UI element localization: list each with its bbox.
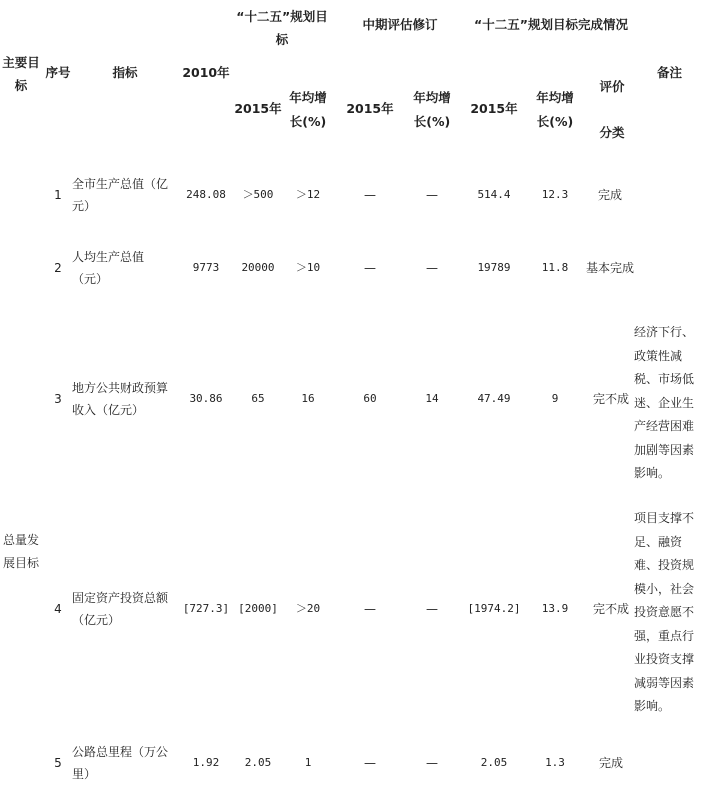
- row-5-plan-2015: 2.05: [244, 756, 272, 769]
- row-1-mid-2015: —: [364, 188, 376, 202]
- header-mid-growth: 年均增长(%): [413, 90, 451, 129]
- row-1-indicator: 全市生产总值（亿元）: [72, 177, 169, 213]
- row-2-mid-2015: —: [364, 261, 376, 275]
- row-2-indicator: 人均生产总值（元）: [72, 250, 145, 286]
- row-2-plan-growth: ＞10: [295, 261, 321, 274]
- row-1-seq: 1: [54, 188, 62, 202]
- row-4-indicator: 固定资产投资总额（亿元）: [72, 591, 169, 627]
- header-midterm-group: 中期评估修订: [362, 17, 438, 32]
- header-seq: 序号: [45, 65, 71, 80]
- row-2-eval: 基本完成: [585, 261, 634, 275]
- header-main-goal: 主要目标: [2, 55, 40, 93]
- header-2010: 2010年: [182, 65, 230, 80]
- group-label: 总量发展目标: [2, 533, 39, 570]
- row-2-2010: 9773: [192, 261, 220, 274]
- row-3-mid-growth: 14: [425, 392, 439, 405]
- row-4-mid-growth: —: [426, 602, 438, 616]
- row-1-act-2015: 514.4: [477, 188, 511, 201]
- row-3-2010: 30.86: [189, 392, 223, 405]
- row-4-act-2015: [1974.2]: [467, 602, 521, 615]
- row-3-remark: 经济下行、政策性减税、市场低迷、企业生产经营困难加剧等因素影响。: [634, 325, 695, 480]
- row-4-remark: 项目支撑不足、融资难、投资规模小，社会投资意愿不强，重点行业投资支撑减弱等因素影响。: [634, 511, 695, 713]
- row-5-indicator: 公路总里程（万公里）: [72, 745, 169, 781]
- header-plan-2015: 2015年: [234, 101, 282, 116]
- row-5-eval: 完成: [598, 756, 623, 770]
- row-3-mid-2015: 60: [363, 392, 377, 405]
- row-5-plan-growth: 1: [304, 756, 312, 769]
- row-5-mid-2015: —: [364, 756, 376, 770]
- header-act-growth: 年均增长(%): [536, 90, 574, 129]
- header-eval-top: 评价: [599, 79, 625, 94]
- header-act-2015: 2015年: [470, 101, 518, 116]
- row-3-plan-growth: 16: [301, 392, 315, 405]
- row-4-plan-growth: ＞20: [295, 602, 321, 615]
- row-4-act-growth: 13.9: [541, 602, 569, 615]
- row-1-eval: 完成: [597, 188, 622, 202]
- row-4-eval: 完不成: [592, 602, 629, 616]
- row-1-plan-growth: ＞12: [295, 188, 321, 201]
- header-eval-bottom: 分类: [599, 125, 625, 140]
- row-2-act-growth: 11.8: [541, 261, 569, 274]
- row-4-seq: 4: [54, 602, 62, 616]
- row-4-2010: [727.3]: [182, 602, 230, 615]
- row-3-plan-2015: 65: [251, 392, 265, 405]
- row-5-mid-growth: —: [426, 756, 438, 770]
- row-1-plan-2015: ＞500: [242, 188, 274, 201]
- row-3-act-growth: 9: [551, 392, 559, 405]
- row-3-eval: 完不成: [592, 392, 629, 406]
- header-completion-group: “十二五”规划目标完成情况: [474, 17, 628, 32]
- row-1-mid-growth: —: [426, 188, 438, 202]
- header-plan-growth: 年均增长(%): [289, 90, 327, 129]
- row-3-act-2015: 47.49: [477, 392, 511, 405]
- row-4-plan-2015: [2000]: [238, 602, 278, 615]
- row-3-indicator: 地方公共财政预算收入（亿元）: [72, 381, 169, 417]
- header-remarks: 备注: [656, 65, 682, 80]
- header-plan-group: “十二五”规划目标: [236, 9, 328, 47]
- row-5-2010: 1.92: [192, 756, 220, 769]
- row-3-seq: 3: [54, 392, 62, 406]
- header-indicator: 指标: [112, 65, 138, 80]
- row-2-seq: 2: [54, 261, 62, 275]
- row-2-plan-2015: 20000: [241, 261, 275, 274]
- row-1-act-growth: 12.3: [541, 188, 569, 201]
- row-4-mid-2015: —: [364, 602, 376, 616]
- header-mid-2015: 2015年: [346, 101, 394, 116]
- row-5-seq: 5: [54, 756, 62, 770]
- row-2-mid-growth: —: [426, 261, 438, 275]
- row-1-2010: 248.08: [186, 188, 226, 201]
- row-5-act-2015: 2.05: [480, 756, 508, 769]
- row-2-act-2015: 19789: [477, 261, 511, 274]
- row-5-act-growth: 1.3: [545, 756, 565, 769]
